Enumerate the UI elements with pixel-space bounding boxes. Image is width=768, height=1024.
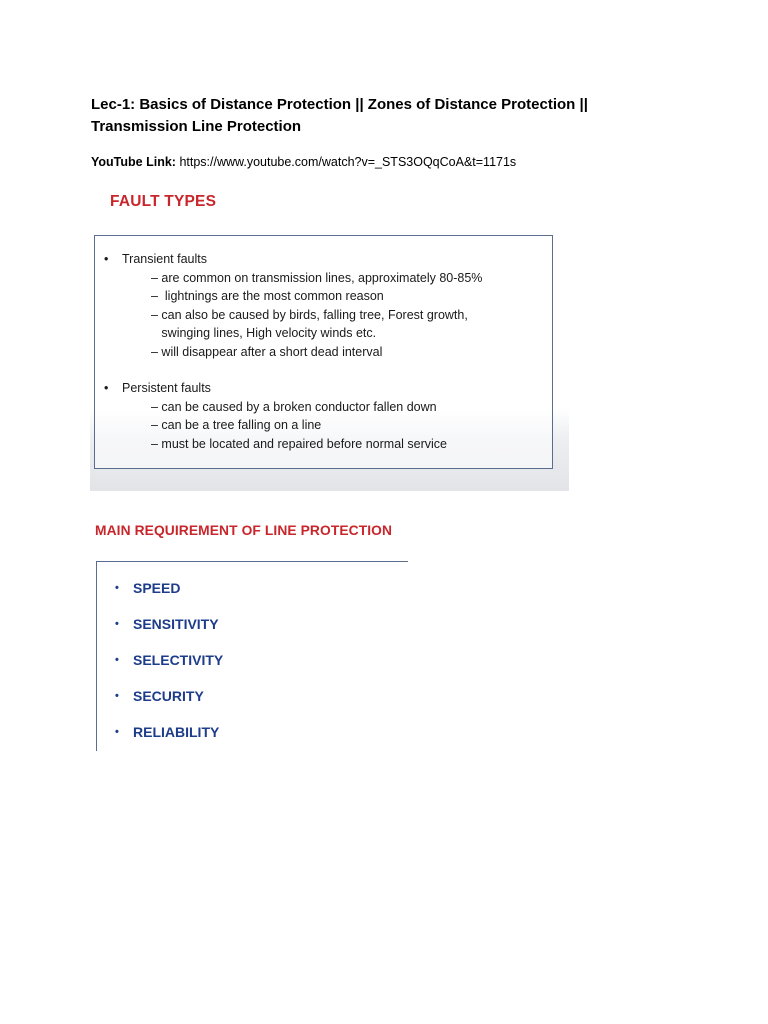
list-item: [115, 650, 223, 686]
document-title: Lec-1: Basics of Distance Protection || Zones of Distance Protection || Transmission Line Protection: [91, 96, 588, 135]
transient-faults-title: Transient faults: [122, 252, 207, 266]
bullet-icon: •: [115, 582, 119, 594]
youtube-link-line: [91, 153, 516, 171]
list-item: [115, 614, 223, 650]
requirement-label: SENSITIVITY: [133, 616, 219, 632]
persistent-faults-list: [104, 398, 447, 454]
persistent-faults-title: Persistent faults: [122, 381, 211, 395]
list-item: – must be located and repaired before normal service: [151, 436, 447, 451]
line-protection-heading: MAIN REQUIREMENT OF LINE PROTECTION: [95, 523, 393, 538]
bullet-icon: •: [115, 654, 119, 666]
requirements-list: [115, 578, 223, 758]
bullet-icon: •: [104, 381, 109, 395]
transient-faults-group: [104, 250, 482, 361]
bullet-icon: •: [115, 618, 119, 630]
list-item: swinging lines, High velocity winds etc.: [151, 326, 377, 340]
list-item: – are common on transmission lines, approximately 80-85%: [151, 270, 483, 285]
list-item: [115, 686, 223, 722]
list-item: [115, 722, 223, 758]
list-item: [115, 578, 223, 614]
bullet-icon: •: [115, 690, 119, 702]
requirement-label: SELECTIVITY: [133, 652, 224, 668]
list-item: – can be a tree falling on a line: [151, 418, 322, 432]
list-item: – can also be caused by birds, falling tree, Forest growth,: [151, 307, 468, 322]
list-item: – will disappear after a short dead interval: [151, 344, 383, 359]
fault-types-box: [94, 235, 553, 469]
transient-faults-list: [104, 269, 482, 362]
bullet-icon: •: [115, 726, 119, 738]
fault-types-heading: FAULT TYPES: [110, 193, 217, 210]
requirement-label: RELIABILITY: [133, 724, 220, 740]
list-item: – lightnings are the most common reason: [151, 289, 384, 303]
fault-types-slide: [90, 173, 569, 491]
bullet-icon: •: [104, 252, 109, 266]
list-item: – can be caused by a broken conductor fallen down: [151, 399, 437, 414]
youtube-link-url[interactable]: https://www.youtube.com/watch?v=_STS3OQqCoA&t=1171s: [179, 155, 517, 169]
persistent-faults-heading: [104, 379, 447, 398]
persistent-faults-group: [104, 379, 447, 453]
transient-faults-heading: [104, 250, 482, 269]
requirements-box: [96, 561, 408, 751]
requirement-label: SECURITY: [133, 688, 204, 704]
youtube-link-label: YouTube Link:: [91, 155, 176, 169]
requirement-label: SPEED: [133, 580, 181, 596]
